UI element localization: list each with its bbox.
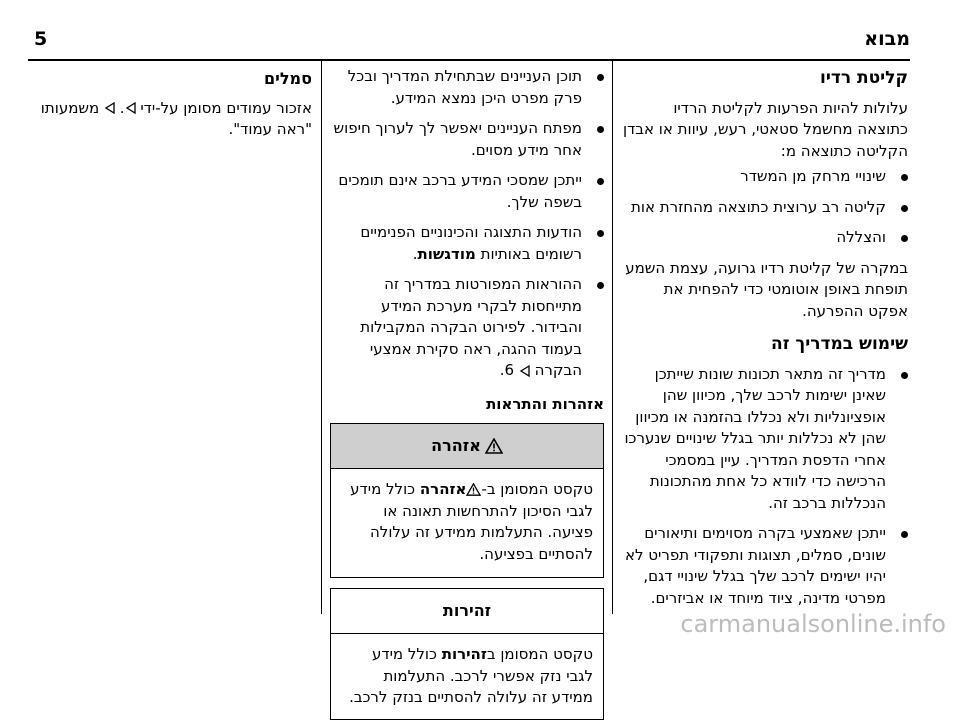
bullet-icon xyxy=(901,174,908,181)
symbols-heading: סמלים xyxy=(264,69,312,88)
bold-text: זהירות xyxy=(441,645,487,663)
list-item: קליטה רב ערוצית כתוצאה מהחזרת אות xyxy=(622,197,908,219)
radio-reception-intro: עלולות להיות הפרעות לקליטת הרדיו כתוצאה מחשמל סטאטי, רעש, עיוות או אבדן הקליטה כתוצאה מ: xyxy=(623,98,908,160)
column-divider-left xyxy=(321,59,322,614)
caution-body: טקסט המסומן בזהירות כולל מידע לגבי נזק אפשרי לרכב. התעלמות ממידע זה עלולה להסתיים בנזק לרכב. xyxy=(349,645,593,706)
list-item: מדריך זה מתאר תכונות שונות שייתכן שאינן ישימות לרכב שלך, מכיוון שהן אופציונליות ולא נכללו בהזמנה או מכיוון שהן לא נכללות יותר בגלל שינויים שנערכו אחרי הדפסת המדריך. עיין במסמכי הרכישה כדי לוודא כל אחת מהתכונות הנכללות ברכב זה. xyxy=(622,364,908,515)
right-column xyxy=(622,62,908,618)
warning-triangle-inline-icon xyxy=(466,483,481,496)
header-rule xyxy=(28,59,910,61)
bullet-icon xyxy=(901,205,908,212)
page-number: 5 xyxy=(34,28,48,50)
page-reference-icon xyxy=(125,102,136,114)
reception-causes-list xyxy=(622,166,908,249)
manual-notes-list xyxy=(330,66,604,382)
bullet-icon xyxy=(597,282,604,289)
list-item: והצללה xyxy=(622,227,908,249)
bold-text: מודגשות xyxy=(417,244,476,263)
warning-body: טקסט המסומן ב-אזהרה כולל מידע לגבי הסיכון להתרחשות תאונה או פציעה. התעלמות ממידע זה עלולה להסתיים בפציעה. xyxy=(350,480,593,563)
bullet-icon xyxy=(901,372,908,379)
warning-header xyxy=(331,424,603,469)
bold-text: אזהרה xyxy=(419,480,467,498)
warning-title: אזהרה xyxy=(431,436,481,456)
warning-triangle-icon xyxy=(485,438,503,454)
caution-box xyxy=(330,588,604,720)
bullet-icon xyxy=(901,235,908,242)
page-header xyxy=(34,28,910,54)
manual-usage-list xyxy=(622,364,908,610)
list-item: ייתכן שמסכי המידע ברכב אינם תומכים בשפה שלך. xyxy=(330,170,604,213)
bullet-icon xyxy=(597,178,604,185)
list-item: ייתכן שאמצעי בקרה מסוימים ותיאורים שונים, סמלים, תצוגות ותפקודי תפריט לא יהיו ישימים לרכב שלך בגלל שינויי דגם, מפרטי מדינה, ציוד מיוחד או אביזרים. xyxy=(622,523,908,609)
bullet-icon xyxy=(597,74,604,81)
list-item: מפתח העניינים יאפשר לך לערוך חיפוש אחר מידע מסוים. xyxy=(330,118,604,161)
list-item: הודעות התצוגה והכינוניים הפנימיים רשומים באותיות מודגשות. xyxy=(330,222,604,265)
section-title: מבוא xyxy=(864,28,910,50)
middle-column xyxy=(330,62,604,720)
warning-box xyxy=(330,423,604,578)
page-reference-icon xyxy=(104,102,115,114)
list-item: תוכן העניינים שבתחילת המדריך ובכל פרק מפרט היכן נמצא המידע. xyxy=(330,66,604,109)
using-manual-heading: שימוש במדריך זה xyxy=(771,334,908,354)
left-column xyxy=(40,62,312,145)
bullet-icon xyxy=(901,531,908,538)
caution-header xyxy=(331,589,603,634)
bullet-icon xyxy=(597,126,604,133)
list-item: שינויי מרחק מן המשדר xyxy=(622,166,908,188)
bullet-icon xyxy=(597,230,604,237)
radio-reception-heading: קליטת רדיו xyxy=(820,68,908,88)
warnings-heading: אזהרות והתראות xyxy=(486,394,604,413)
radio-reception-note: במקרה של קליטת רדיו גרועה, עצמת השמע תופחת באופן אוטומטי כדי להפחית את אפקט ההפרעה. xyxy=(625,258,908,320)
column-divider-right xyxy=(612,59,613,614)
caution-title: זהירות xyxy=(442,601,492,621)
symbols-description: אזכור עמודים מסומן על-ידי . משמעותו "ראה עמוד". xyxy=(40,98,312,138)
page-reference-icon xyxy=(519,365,530,377)
list-item: ההוראות המפורטות במדריך זה מתייחסות לבקרי מערכת המידע והבידור. לפירוט הבקרה המקבילות בעמוד ההגה, ראה סקירת אמצעי הבקרה 6. xyxy=(330,274,604,382)
watermark: carmanualsonline.info xyxy=(680,610,946,638)
